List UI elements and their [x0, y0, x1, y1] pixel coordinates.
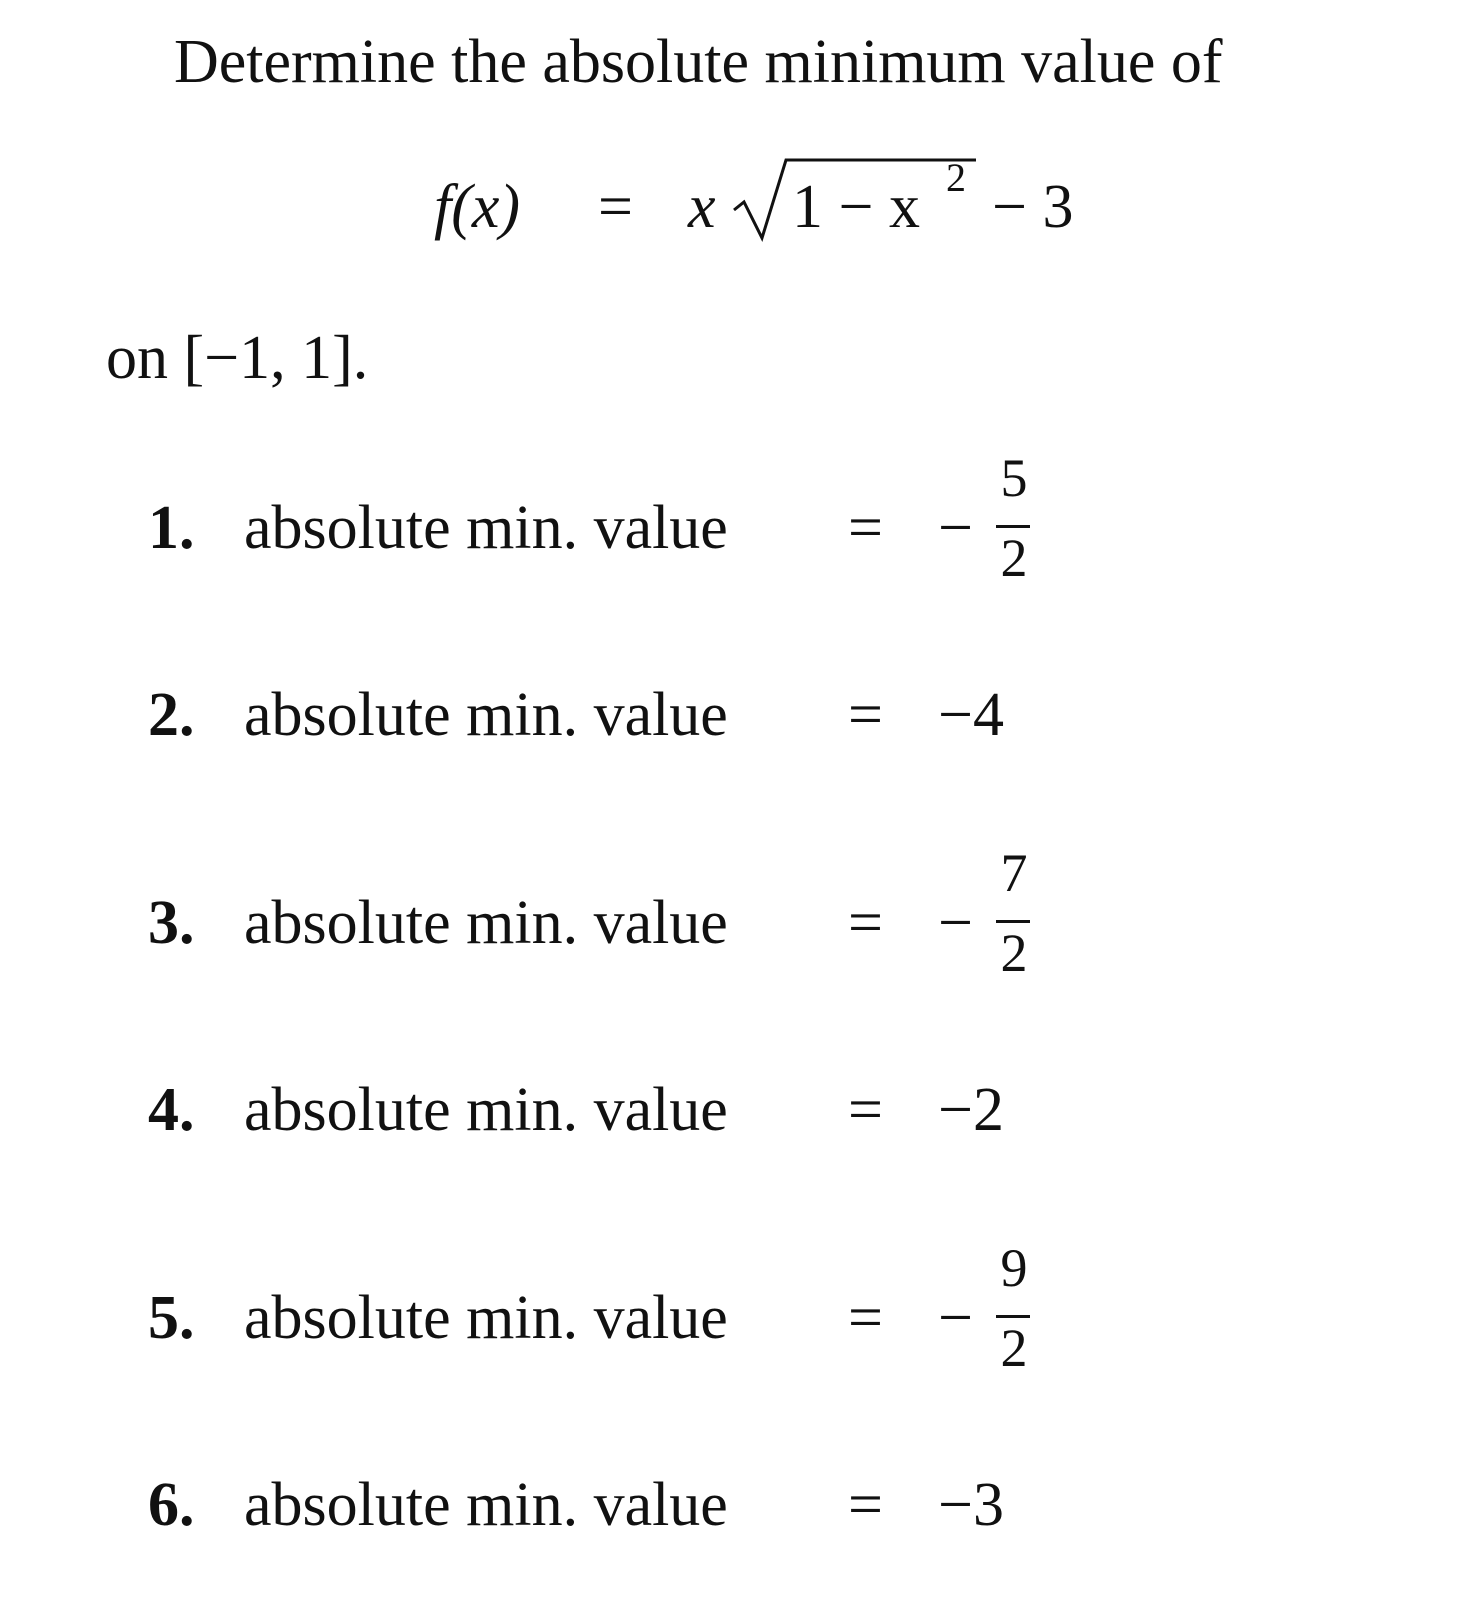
option-2[interactable]	[148, 680, 1148, 830]
fraction-numerator: 5	[1000, 448, 1028, 508]
option-equals: =	[848, 1076, 883, 1144]
option-number: 4.	[148, 1076, 195, 1144]
option-number: 1.	[148, 494, 195, 562]
option-equals: =	[848, 681, 883, 749]
option-5[interactable]	[148, 1238, 1148, 1395]
option-4[interactable]	[148, 1075, 1148, 1225]
formula-exponent: 2	[946, 155, 966, 200]
function-formula	[430, 150, 1130, 260]
option-sign: −	[938, 1284, 973, 1352]
formula-equals: =	[598, 173, 633, 241]
formula-x: x	[688, 173, 716, 241]
option-number: 6.	[148, 1471, 195, 1539]
option-value: −3	[938, 1471, 1004, 1539]
formula-lhs: f(x)	[434, 173, 521, 241]
option-3[interactable]	[148, 843, 1148, 1000]
question-intro: Determine the absolute minimum value of	[174, 28, 1223, 96]
option-number: 5.	[148, 1284, 195, 1352]
option-equals: =	[848, 889, 883, 957]
option-number: 3.	[148, 889, 195, 957]
option-label: absolute min. value	[244, 1076, 728, 1144]
option-sign: −	[938, 889, 973, 957]
option-label: absolute min. value	[244, 494, 728, 562]
formula-radicand: 1 − x	[792, 173, 920, 241]
fraction-denominator: 2	[1000, 1318, 1028, 1378]
option-label: absolute min. value	[244, 1284, 728, 1352]
option-1[interactable]	[148, 448, 1148, 605]
option-label: absolute min. value	[244, 1471, 728, 1539]
option-6[interactable]	[148, 1470, 1148, 1620]
option-equals: =	[848, 1471, 883, 1539]
option-number: 2.	[148, 681, 195, 749]
option-equals: =	[848, 494, 883, 562]
option-value: −2	[938, 1076, 1004, 1144]
option-equals: =	[848, 1284, 883, 1352]
fraction-numerator: 9	[1000, 1238, 1028, 1298]
formula-tail: − 3	[992, 173, 1074, 241]
fraction-numerator: 7	[1000, 843, 1028, 903]
option-value: −4	[938, 681, 1004, 749]
option-sign: −	[938, 494, 973, 562]
interval-text: on [−1, 1].	[106, 324, 369, 392]
fraction-denominator: 2	[1000, 528, 1028, 588]
fraction-denominator: 2	[1000, 923, 1028, 983]
option-label: absolute min. value	[244, 889, 728, 957]
option-label: absolute min. value	[244, 681, 728, 749]
